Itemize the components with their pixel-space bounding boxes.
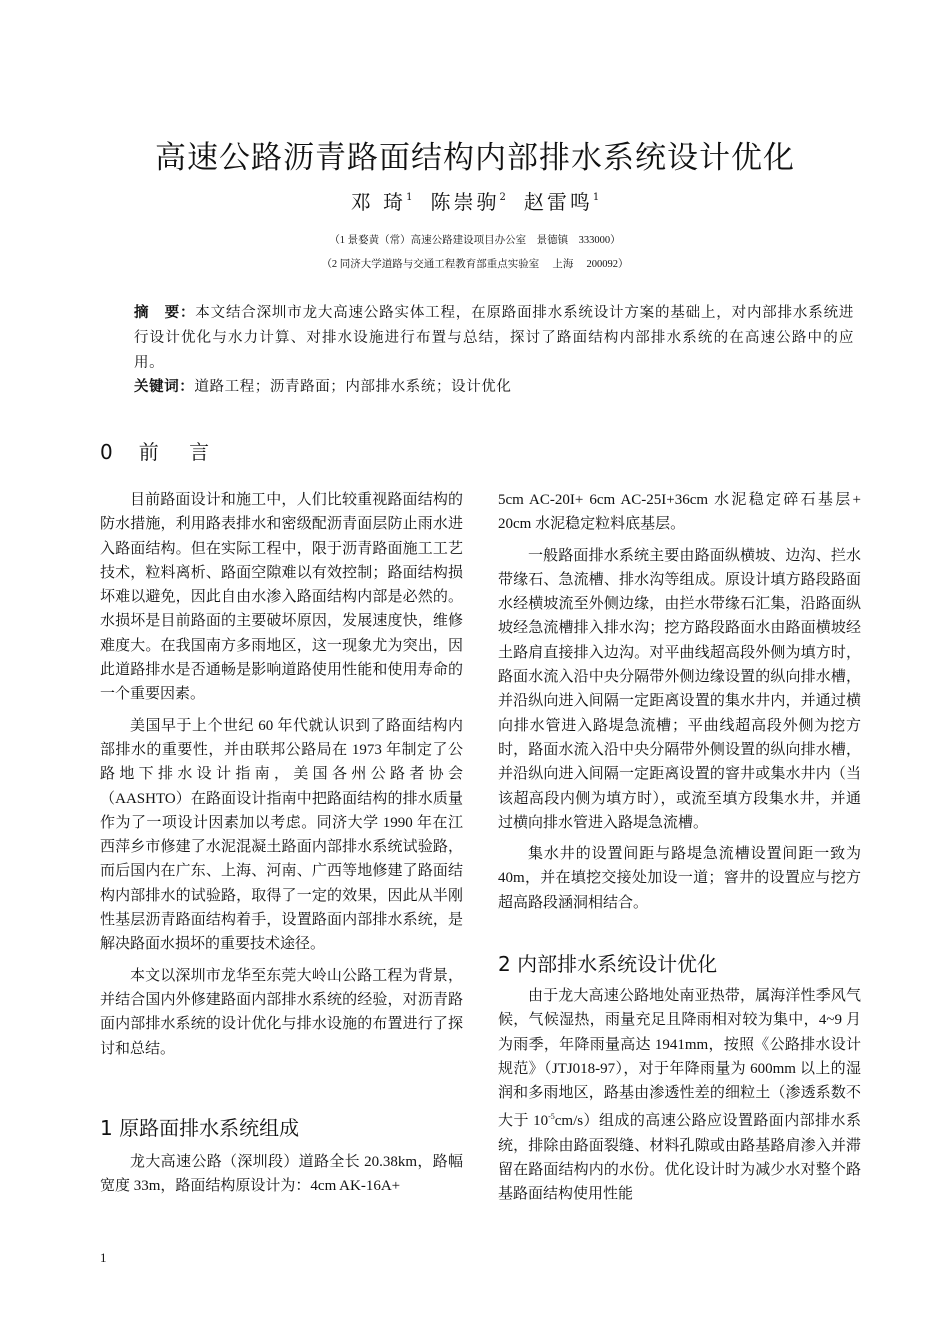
section-number: 2 bbox=[498, 952, 511, 976]
author-name: 赵雷鸣 bbox=[523, 190, 593, 214]
left-column bbox=[100, 488, 463, 1068]
paragraph: 一般路面排水系统主要由路面纵横坡、边沟、拦水带缘石、急流槽、排水沟等组成。原设计填方路段路面水经横坡流至外侧边缘，由拦水带缘石汇集，沿路面纵坡经急流槽排入排水沟；挖方路段路面水由路面横坡经土路肩直接排入边沟。对平曲线超高段外侧为填方时，路面水流入沿中央分隔带外侧边缘设置的纵向排水槽，并沿纵向进入间隔一定距离设置的集水井内，并通过横向排水管进入路堤急流槽；平曲线超高段外侧为挖方时，路面水流入沿中央分隔带外侧设置的纵向排水槽，并沿纵向进入间隔一定距离设置的窨井或集水井内（当该超高段内侧为填方时），或流至填方段集水井，并通过横向排水管进入路堤急流槽。 bbox=[498, 547, 861, 831]
paper-title: 高速公路沥青路面结构内部排水系统设计优化 bbox=[155, 140, 795, 176]
section-heading-1 bbox=[100, 1112, 299, 1141]
section-heading-2 bbox=[498, 948, 717, 977]
author-list bbox=[0, 186, 950, 215]
affiliation-1: （1 景婺黄（常）高速公路建设项目办公室 景德镇 333000） bbox=[329, 235, 621, 246]
abstract-label: 摘 要： bbox=[134, 305, 196, 321]
page-number: 1 bbox=[100, 1250, 107, 1265]
section-number: 1 bbox=[100, 1116, 113, 1140]
section-title: 原路面排水系统组成 bbox=[119, 1116, 300, 1140]
section-title: 内部排水系统设计优化 bbox=[517, 952, 718, 976]
paragraph: 本文以深圳市龙华至东莞大岭山公路工程为背景，并结合国内外修建路面内部排水系统的经验，对沥青路面内部排水系统的设计优化与排水设施的布置进行了探讨和总结。 bbox=[100, 967, 463, 1057]
paragraph-continued: 5cm AC-20I+ 6cm AC-25I+36cm 水泥稳定碎石基层+ 20cm 水泥稳定粒料底基层。 bbox=[498, 492, 861, 533]
paragraph bbox=[498, 984, 861, 1207]
paragraph: 集水井的设置间距与路堤急流槽设置间距一致为 40m，并在填挖交接处加设一道；窨井的设置应与挖方超高路段涵洞相结合。 bbox=[498, 846, 861, 911]
paragraph: 龙大高速公路（深圳段）道路全长 20.38km，路幅宽度 33m，路面结构原设计为：4cm AK-16A+ bbox=[100, 1154, 463, 1195]
abstract-text: 本文结合深圳市龙大高速公路实体工程，在原路面排水系统设计方案的基础上，对内部排水系统进行设计优化与水力计算、对排水设施进行布置与总结，探讨了路面结构内部排水系统的在高速公路中的应用。 bbox=[134, 305, 854, 371]
author-name: 邓 琦 bbox=[350, 190, 407, 214]
section-title: 前 言 bbox=[138, 440, 222, 464]
paragraph: 美国早于上个世纪 60 年代就认识到了路面结构内部排水的重要性，并由联邦公路局在 1973 年制定了公路地下排水设计指南，美国各州公路者协会（AASHTO）在路面设计指南中把路面结构的排水质量作为了一项设计因素加以考虑。同济大学 1990 年在江西萍乡市修建了水泥混凝土路面内部排水系统试验路，而后国内在广东、上海、河南、广西等地修建了路面结构内部排水的试验路，取得了一定的效果，因此从半刚性基层沥青路面结构着手，设置路面内部排水系统，是解决路面水损坏的重要技术途径。 bbox=[100, 717, 463, 953]
author-affiliation-mark: 2 bbox=[499, 192, 506, 203]
paragraph: 目前路面设计和施工中，人们比较重视路面结构的防水措施，利用路表排水和密级配沥青面层防止雨水进入路面结构。但在实际工程中，限于沥青路面施工工艺技术，粒料离析、路面空隙难以有效控制；路面结构损坏难以避免，因此自由水渗入路面结构内部是必然的。水损坏是目前路面的主要破坏原因，发展速度快，维修难度大。在我国南方多雨地区，这一现象尤为突出，因此道路排水是否通畅是影响道路使用性能和使用寿命的一个重要因素。 bbox=[100, 492, 463, 703]
right-column bbox=[498, 488, 861, 922]
section-heading-0 bbox=[100, 436, 221, 465]
paragraph-text: 由于龙大高速公路地处南亚热带，属海洋性季风气候，气候湿热，雨量充足且降雨相对较为集中，4~9 月为雨季，年降雨量高达 1941mm，按照《公路排水设计规范》（JTJ018-97），对于年降雨量为 600mm 以上的湿润和多雨地区，路基由渗透性差的细粒土（渗透系数不大于 10 bbox=[498, 988, 861, 1130]
right-column-section-2 bbox=[498, 984, 861, 1214]
author-affiliation-mark: 1 bbox=[406, 192, 413, 203]
paragraph-text: cm/s）组成的高速公路应设置路面内部排水系统，排除由路面裂缝、材料孔隙或由路基路肩渗入并滞留在路面结构内的水份。优化设计时为减少水对整个路基路面结构使用性能 bbox=[498, 1113, 861, 1203]
keywords bbox=[134, 377, 854, 397]
exponent: -5 bbox=[548, 1112, 555, 1122]
section-number: 0 bbox=[100, 440, 113, 464]
keywords-label: 关键词： bbox=[134, 379, 195, 395]
affiliation-2: （2 同济大学道路与交通工程教育部重点实验室 上海 200092） bbox=[321, 259, 629, 270]
author-affiliation-mark: 1 bbox=[592, 192, 600, 203]
abstract bbox=[134, 301, 854, 376]
keywords-text: 道路工程；沥青路面；内部排水系统；设计优化 bbox=[194, 379, 512, 395]
author-name: 陈崇驹 bbox=[430, 190, 500, 214]
left-column-section-1 bbox=[100, 1150, 463, 1206]
